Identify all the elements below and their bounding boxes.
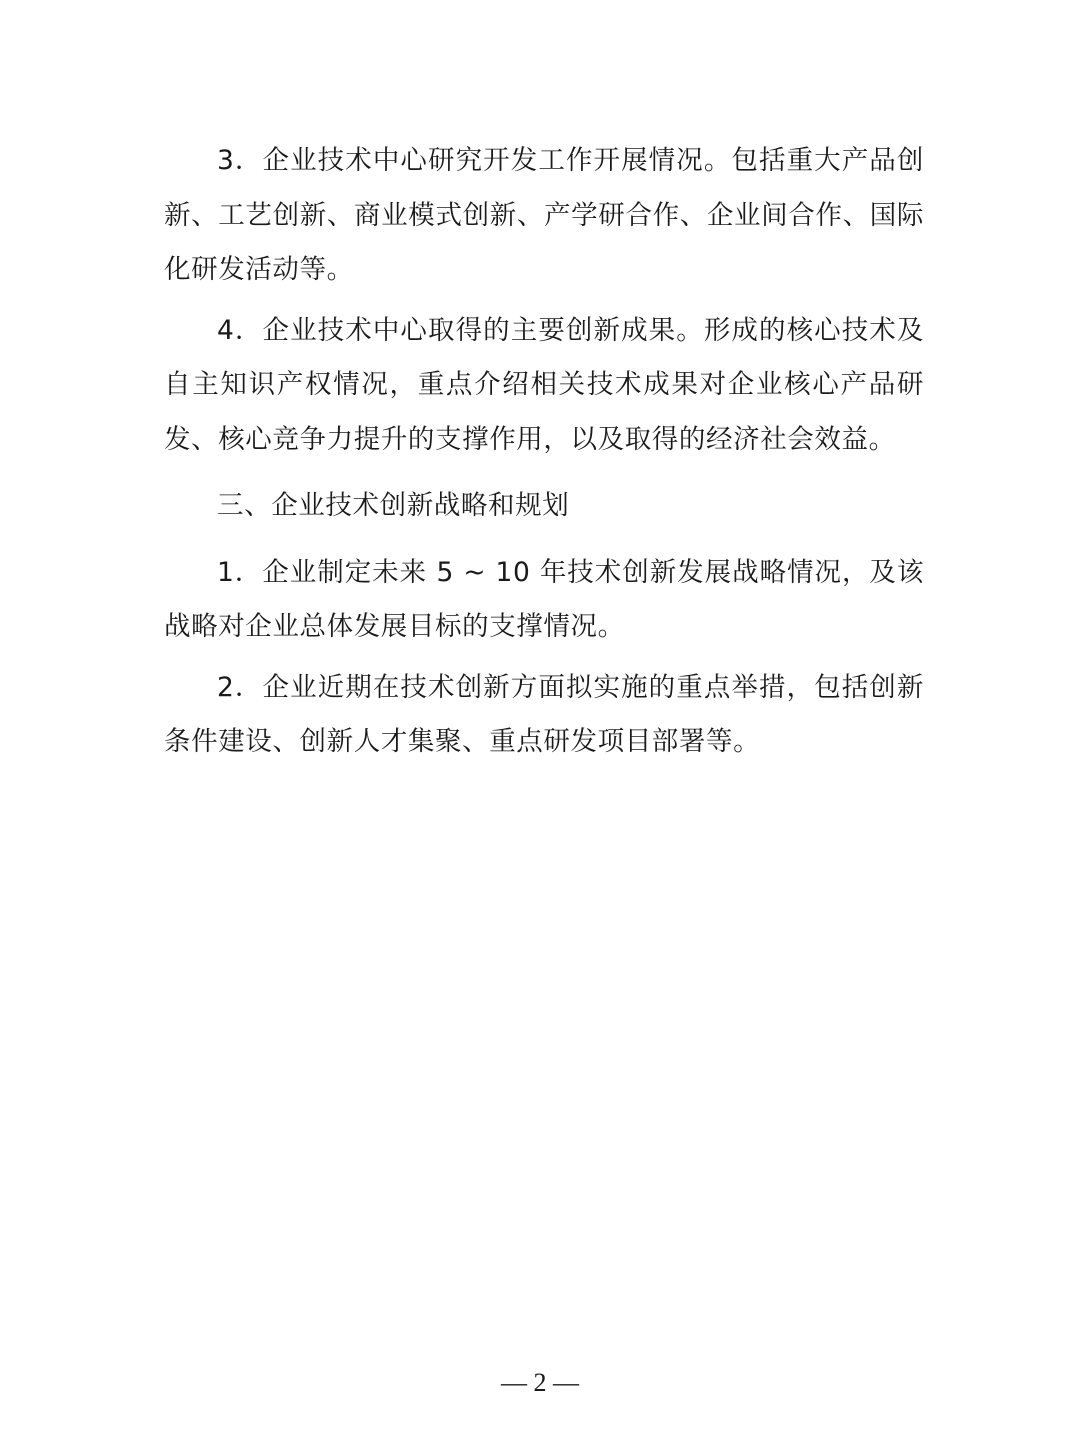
section-paragraph-1: 1．企业制定未来 5 ~ 10 年技术创新发展战略情况，及该战略对企业总体发展目标的支撑情况。: [164, 556, 924, 642]
section-paragraph-2: 2．企业近期在技术创新方面拟实施的重点举措，包括创新条件建设、创新人才集聚、重点研发项目部署等。: [164, 671, 924, 757]
page-number: — 2 —: [501, 1368, 579, 1397]
paragraph-item-3: 3．企业技术中心研究开发工作开展情况。包括重大产品创新、工艺创新、商业模式创新、产学研合作、企业间合作、国际化研发活动等。: [164, 145, 924, 285]
section-heading: 三、企业技术创新战略和规划: [217, 490, 570, 521]
paragraph-item-4: 4．企业技术中心取得的主要创新成果。形成的核心技术及自主知识产权情况，重点介绍相关技术成果对企业核心产品研发、核心竞争力提升的支撑作用，以及取得的经济社会效益。: [164, 314, 924, 455]
document-body: [164, 134, 924, 770]
